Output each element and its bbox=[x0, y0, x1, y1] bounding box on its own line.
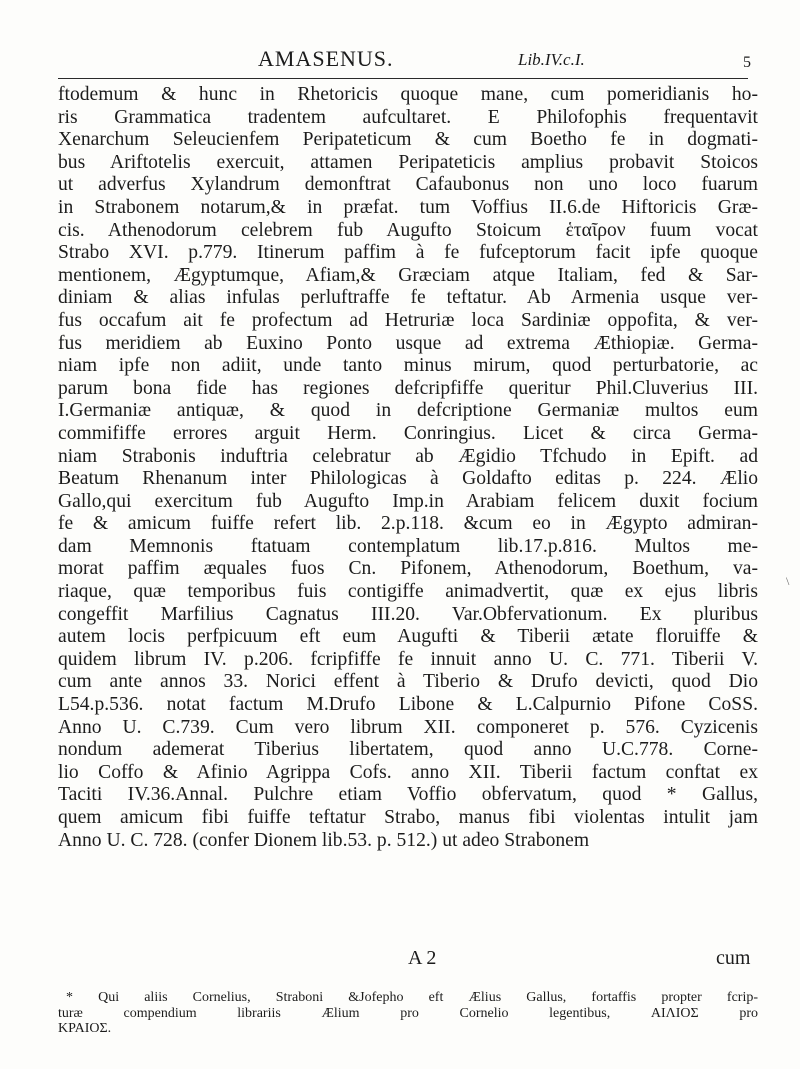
page-number: 5 bbox=[743, 54, 751, 71]
footnote bbox=[58, 990, 758, 1037]
text-line: congeffit Marfilius Cagnatus III.20. Var.Obfervationum. Ex pluribus bbox=[58, 603, 758, 625]
text-line: morat paffim æquales fuos Cn. Pifonem, Athenodorum, Boethum, va- bbox=[58, 558, 758, 580]
text-line: niam Strabonis induftria celebratur ab Ægidio Tfchudo in Epift. ad bbox=[58, 445, 758, 467]
text-line: fus meridiem ab Euxino Ponto usque ad extrema Æthiopiæ. Germa- bbox=[58, 332, 758, 354]
text-line: Gallo,qui exercitum fub Augufto Imp.in Arabiam felicem duxit focium bbox=[58, 490, 758, 512]
footnote-line: turæ compendium librariis Ælium pro Cornelio legentibus, ΑΙΛΙΟΣ pro bbox=[58, 1005, 758, 1021]
text-line: ris Grammatica tradentem aufcultaret. E Philofophis frequentavit bbox=[58, 106, 758, 128]
text-line: Xenarchum Seleucienfem Peripateticum & cum Boetho fe in dogmati- bbox=[58, 129, 758, 151]
text-line: autem locis perfpicuum eft eum Augufti & Tiberii ætate floruiffe & bbox=[58, 626, 758, 648]
text-line: fus occafum ait fe profectum ad Hetruriæ loca Sardiniæ oppofita, & ver- bbox=[58, 309, 758, 331]
text-line: L54.p.536. notat factum M.Drufo Libone & L.Calpurnio Pifone CoSS. bbox=[58, 694, 758, 716]
text-line: mentionem, Ægyptumque, Afiam,& Græciam atque Italiam, fed & Sar- bbox=[58, 264, 758, 286]
text-line: commififfe errores arguit Herm. Conringius. Licet & circa Germa- bbox=[58, 422, 758, 444]
text-line: ftodemum & hunc in Rhetoricis quoque mane, cum pomeridianis ho- bbox=[58, 84, 758, 105]
running-head: AMASENUS. bbox=[258, 46, 394, 71]
body-text bbox=[58, 84, 758, 852]
catchword: cum bbox=[716, 947, 751, 969]
section-reference: Lib.IV.c.I. bbox=[518, 50, 585, 69]
text-line: diniam & alias infulas perluftraffe fe teftatur. Ab Armenia usque ver- bbox=[58, 287, 758, 309]
text-line: nondum ademerat Tiberius libertatem, quod anno U.C.778. Corne- bbox=[58, 739, 758, 761]
text-line: quem amicum fibi fuiffe teftatur Strabo, manus fibi violentas intulit jam bbox=[58, 807, 758, 828]
text-line: cis. Athenodorum celebrem fub Augufto Stoicum ἑταῖρον fuum vocat bbox=[58, 219, 758, 241]
page-header bbox=[58, 44, 758, 78]
text-line: cum ante annos 33. Norici effent à Tiberio & Drufo devicti, quod Dio bbox=[58, 671, 758, 693]
text-line: ut adverfus Xylandrum demonftrat Cafaubonus non uno loco fuarum bbox=[58, 174, 758, 196]
text-line: Beatum Rhenanum inter Philologicas à Goldafto editas p. 224. Ælio bbox=[58, 468, 758, 490]
text-line: parum bona fide has regiones defcripfiffe queritur Phil.Cluverius III. bbox=[58, 377, 758, 399]
margin-mark: \ bbox=[786, 574, 790, 588]
text-line: lio Coffo & Afinio Agrippa Cofs. anno XII. Tiberii factum conftat ex bbox=[58, 761, 758, 783]
page-foot-marks bbox=[58, 947, 758, 973]
text-line: in Strabonem notarum,& in præfat. tum Voffius II.6.de Hiftoricis Græ- bbox=[58, 196, 758, 218]
text-line: Anno U. C.739. Cum vero librum XII. componeret p. 576. Cyzicenis bbox=[58, 716, 758, 738]
signature-mark: A 2 bbox=[408, 947, 437, 969]
footnote-line: * Qui aliis Cornelius, Straboni &Jofepho eft Ælius Gallus, fortaffis propter fcrip- bbox=[66, 990, 758, 1005]
text-line: Strabo XVI. p.779. Itinerum paffim à fe fufceptorum facit ipfe quoque bbox=[58, 242, 758, 264]
footnote-line: ΚΡΑΙΟΣ. bbox=[58, 1021, 112, 1036]
text-line: Taciti IV.36.Annal. Pulchre etiam Voffio obfervatum, quod * Gallus, bbox=[58, 784, 758, 806]
text-line: fe & amicum fuiffe refert lib. 2.p.118. &cum eo in Ægypto admiran- bbox=[58, 513, 758, 535]
text-line: Anno U. C. 728. (confer Dionem lib.53. p. 512.) ut adeo Strabonem bbox=[58, 829, 590, 851]
text-line: dam Memnonis ftatuam contemplatum lib.17.p.816. Multos me- bbox=[58, 535, 758, 557]
text-line: bus Ariftotelis exercuit, attamen Peripateticis amplius probavit Stoicos bbox=[58, 151, 758, 173]
header-rule bbox=[58, 78, 748, 79]
text-line: I.Germaniæ antiquæ, & quod in defcriptione Germaniæ multos eum bbox=[58, 400, 758, 422]
text-line: quidem librum IV. p.206. fcripfiffe fe innuit anno U. C. 771. Tiberii V. bbox=[58, 648, 758, 670]
text-line: niam ipfe non adiit, unde tanto minus mirum, quod perturbatorie, ac bbox=[58, 355, 758, 377]
text-line: riaque, quæ temporibus fuis contigiffe animadvertit, quæ ex ejus libris bbox=[58, 581, 758, 603]
